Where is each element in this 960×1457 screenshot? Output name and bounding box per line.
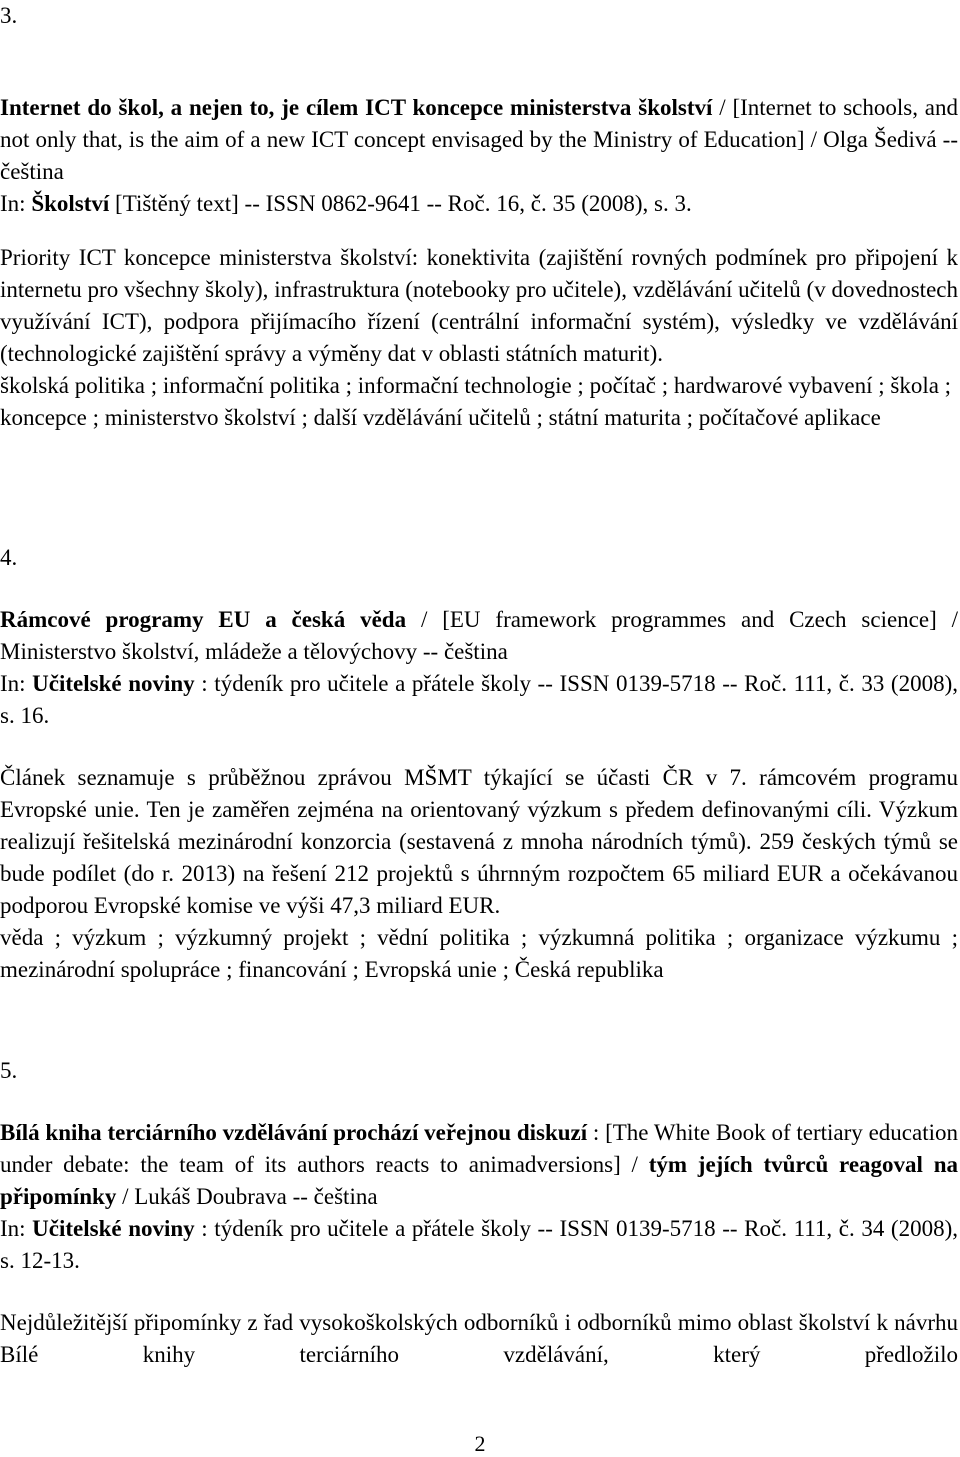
entry-3 bbox=[0, 0, 958, 434]
entry-abstract: Nejdůležitější připomínky z řad vysokoškolských odborníků i odborníků mimo oblast školství k návrhu Bílé knihy terciárního vzdělávání, který předložilo bbox=[0, 1310, 958, 1367]
source-details: : týdeník pro učitele a přátele školy -- ISSN 0139-5718 -- Roč. 111, č. 33 (2008), s. 16. bbox=[0, 671, 959, 728]
entry-number: 5. bbox=[0, 1058, 18, 1083]
entry-source bbox=[0, 1213, 958, 1277]
source-journal: Školství bbox=[31, 191, 110, 216]
source-prefix: In: bbox=[0, 671, 33, 696]
entry-4 bbox=[0, 542, 958, 986]
entry-abstract: Priority ICT koncepce ministerstva školství: konektivita (zajištění rovných podmínek pro připojení k internetu pro všechny školy), infrastruktura (notebooky pro učitele), vzdělávání učitelů (v dovednostech využívání ICT), podpora přijímacího řízení (centrální informační systém), výsledky ve vzdělávání (technologické zajištění správy a výměny dat v oblasti státních maturit). bbox=[0, 245, 958, 366]
entry-citation bbox=[0, 1117, 958, 1213]
entry-citation bbox=[0, 92, 958, 188]
entry-keywords: školská politika ; informační politika ; informační technologie ; počítač ; hardwarové vybavení ; škola ; koncepce ; ministerstvo školství ; další vzdělávání učitelů ; státní maturita ; počítačové aplikace bbox=[0, 373, 952, 430]
entry-title-rest: / [EU framework programmes and Czech science] / Ministerstvo školství, mládeže a tělovýchovy -- čeština bbox=[0, 607, 959, 664]
entry-number: 3. bbox=[0, 3, 18, 28]
source-prefix: In: bbox=[0, 1216, 33, 1241]
entry-title: Rámcové programy EU a česká věda bbox=[0, 607, 407, 632]
entry-source bbox=[0, 188, 958, 220]
source-journal: Učitelské noviny bbox=[32, 1216, 195, 1241]
entry-keywords: věda ; výzkum ; výzkumný projekt ; vědní politika ; výzkumná politika ; organizace výzkumu ; mezinárodní spolupráce ; financování ; Evropská unie ; Česká republika bbox=[0, 925, 958, 982]
entry-number: 4. bbox=[0, 545, 18, 570]
source-journal: Učitelské noviny bbox=[32, 671, 195, 696]
entry-source bbox=[0, 668, 958, 732]
entry-title-middle: : [The White Book of tertiary education under debate: the team of its authors reacts to animadversions] / bbox=[0, 1120, 958, 1177]
entry-5 bbox=[0, 1055, 958, 1371]
entry-subtitle: tým jejích tvůrců reagoval na připomínky bbox=[0, 1152, 958, 1209]
entry-title: Bílá kniha terciárního vzdělávání prochází veřejnou diskuzí bbox=[0, 1120, 588, 1145]
entry-title-rest: / Lukáš Doubrava -- čeština bbox=[116, 1184, 378, 1209]
entry-title: Internet do škol, a nejen to, je cílem ICT koncepce ministerstva školství bbox=[0, 95, 713, 120]
source-details: [Tištěný text] -- ISSN 0862-9641 -- Roč. 16, č. 35 (2008), s. 3. bbox=[109, 191, 692, 216]
source-details: : týdeník pro učitele a přátele školy -- ISSN 0139-5718 -- Roč. 111, č. 34 (2008), s. 12-13. bbox=[0, 1216, 959, 1273]
entry-citation bbox=[0, 604, 958, 668]
source-prefix: In: bbox=[0, 191, 32, 216]
page-number: 2 bbox=[474, 1431, 486, 1456]
entry-title-rest: / [Internet to schools, and not only that, is the aim of a new ICT concept envisaged by the Ministry of Education] / Olga Šedivá -- čeština bbox=[0, 95, 959, 184]
entry-abstract: Článek seznamuje s průběžnou zprávou MŠMT týkající se účasti ČR v 7. rámcovém programu Evropské unie. Ten je zaměřen zejména na orientovaný výzkum s předem definovanými cíli. Výzkum realizují řešitelská mezinárodní konzorcia (sestavená z mnoha národních týmů). 259 českých týmů se bude podílet (do r. 2013) na řešení 212 projektů s úhrnným rozpočtem 65 miliard EUR a očekávanou podporou Evropské komise ve výši 47,3 miliard EUR. bbox=[0, 765, 958, 918]
